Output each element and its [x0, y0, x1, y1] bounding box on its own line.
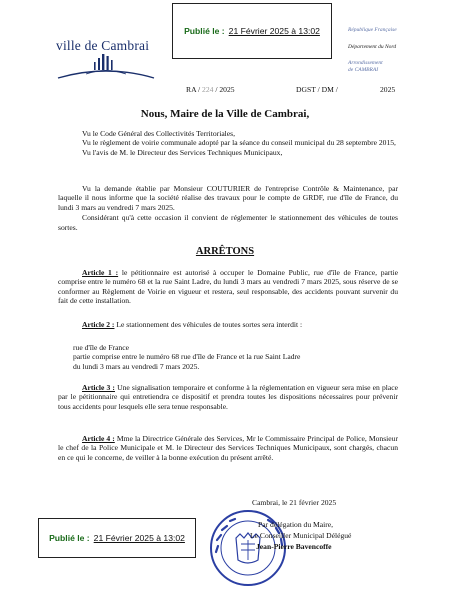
article-text: Mme la Directrice Générale des Services, Mr le Commissaire Principal de Police, Monsieur le chef de la Police Municipale et M. le Directeur des Services Techniques Municipaux, sont chargés, chacun en ce qui le concerne, de veiller à la bonne exécution du présent arrêté.	[58, 434, 398, 462]
page-title: Nous, Maire de la Ville de Cambrai,	[140, 108, 310, 120]
signature-place-date: Cambrai, le 21 février 2025	[252, 498, 337, 507]
visa-line: Vu le Code Général des Collectivités Territoriales,	[82, 129, 236, 138]
detail-line: partie comprise entre le numéro 68 rue d'île de France et la rue Saint Ladre	[73, 352, 301, 362]
article-2-details	[73, 343, 413, 371]
article-4	[58, 434, 398, 462]
stamp-label: Publié le :	[184, 26, 225, 36]
arrondissement-name: de CAMBRAI	[348, 66, 379, 73]
ra-label: RA /	[186, 85, 201, 94]
logo-text: ville de Cambrai	[56, 38, 150, 53]
reference-year: 2025	[380, 85, 396, 94]
article-3	[58, 383, 398, 411]
publication-stamp-bottom	[38, 518, 196, 558]
visa-line: Vu le règlement de voirie communale adopté par la séance du conseil municipal du 28 septembre 2015,	[82, 138, 396, 148]
visa-block	[58, 129, 398, 157]
reference-ra	[186, 85, 235, 94]
considerant-block	[58, 184, 398, 232]
ra-year: / 2025	[215, 85, 235, 94]
article-2	[58, 320, 398, 329]
article-text: le pétitionnaire est autorisé à occuper le Domaine Public, rue d'île de France, partie comprise entre le numéro 68 et la rue Saint Ladre, du lundi 3 mars au vendredi 7 mars 2025, sous réserve de se conformer au Règlement de Voirie en vigueur et restera, seul responsable, des accidents pouvant survenir du fait de cette installation.	[58, 268, 398, 306]
article-label: Article 3 :	[82, 383, 115, 392]
considerant-paragraph: Considérant qu'à cette occasion il convient de réglementer le stationnement des véhicules de toutes sortes.	[58, 213, 398, 232]
visa-line: Vu l'avis de M. le Directeur des Services Techniques Municipaux,	[82, 147, 283, 157]
detail-line: du lundi 3 mars au vendredi 7 mars 2025.	[73, 361, 200, 371]
reference-dgst: DGST / DM /	[296, 85, 338, 94]
signature-line-title: Le Conseiller Municipal Délégué	[250, 531, 352, 540]
detail-line: rue d'île de France	[73, 343, 129, 352]
administrative-header	[348, 27, 448, 73]
arretons-heading: ARRÊTONS	[195, 246, 255, 257]
considerant-paragraph: Vu la demande établie par Monsieur COUTURIER de l'entreprise Contrôle & Maintenance, par laquelle il nous informe que la société réalise des travaux pour le compte de GRDF, rue d'île de France, du lundi 3 mars au vendredi 7 mars 2025.	[58, 184, 398, 212]
article-text: Le stationnement des véhicules de toutes sortes sera interdit :	[114, 320, 303, 329]
ra-number: 224	[202, 85, 214, 94]
departement-label: Département du Nord	[348, 43, 397, 50]
article-label: Article 4 :	[82, 434, 115, 443]
article-1	[58, 268, 398, 306]
stamp-date: 21 Février 2025 à 13:02	[93, 533, 185, 543]
republique-label: République Française	[348, 27, 397, 33]
stamp-date: 21 Février 2025 à 13:02	[228, 26, 320, 36]
arrondissement-label: Arrondissement	[348, 60, 383, 67]
stamp-label: Publié le :	[49, 533, 90, 543]
city-logo	[56, 38, 156, 80]
logo-emblem-icon	[56, 54, 156, 82]
article-label: Article 1 :	[82, 268, 119, 277]
article-label: Article 2 :	[82, 320, 115, 329]
signature-line-delegation: Par délégation du Maire,	[258, 520, 334, 529]
article-text: Une signalisation temporaire et conforme à la réglementation en vigueur sera mise en place par le pétitionnaire qui entretiendra ce dispositif et prendra toutes les dispositions nécessaires pour prévenir tous accidents pour lesquels elle sera tenue responsable.	[58, 383, 399, 411]
signature-line-name: Jean-Pierre Bavencoffe	[256, 542, 332, 551]
publication-stamp-top	[172, 3, 332, 59]
